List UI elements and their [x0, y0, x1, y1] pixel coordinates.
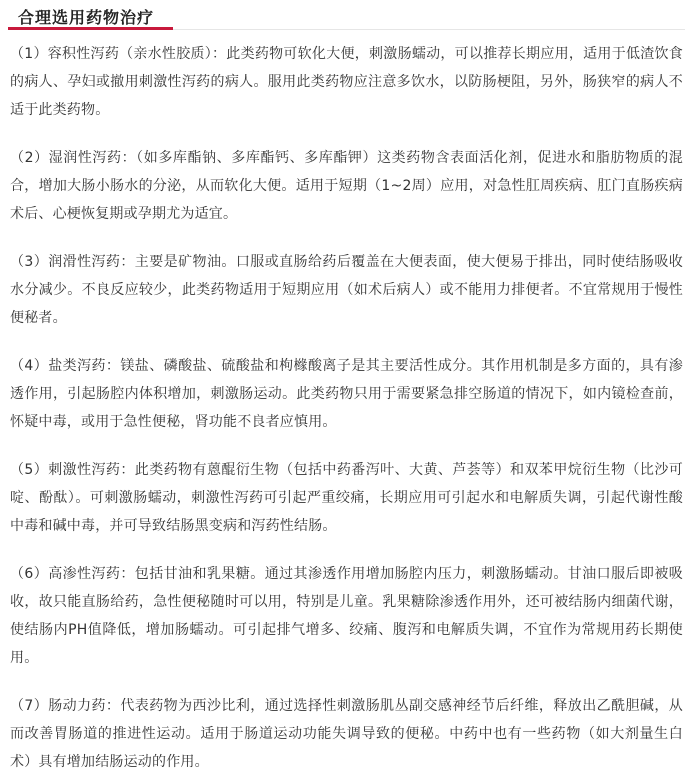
title-accent-underline — [8, 27, 173, 30]
paragraph-lubricant-laxatives: （3）润滑性泻药：主要是矿物油。口服或直肠给药后覆盖在大便表面，使大便易于排出，同时使结肠吸收水分减少。不良反应较少，此类药物适用于短期应用（如术后病人）或不能用力排便者。不宜常规用于慢性便秘者。 — [10, 254, 683, 326]
paragraph-stimulant-laxatives: （5）刺激性泻药：此类药物有蒽醌衍生物（包括中药番泻叶、大黄、芦荟等）和双苯甲烷衍生物（比沙可啶、酚酞）。可刺激肠蠕动，刺激性泻药可引起严重绞痛，长期应用可引起水和电解质失调，引起代谢性酸中毒和碱中毒，并可导致结肠黑变病和泻药性结肠。 — [10, 462, 683, 534]
paragraph-osmotic-laxatives: （6）高渗性泻药：包括甘油和乳果糖。通过其渗透作用增加肠腔内压力，刺激肠蠕动。甘油口服后即被吸收，故只能直肠给药，急性便秘随时可以用，特别是儿童。乳果糖除渗透作用外，还可被结肠内细菌代谢，使结肠内PH值降低，增加肠蠕动。可引起排气增多、绞痛、腹泻和电解质失调，不宜作为常规用药长期使用。 — [10, 566, 683, 666]
paragraph-bulk-laxatives: （1）容积性泻药（亲水性胶质）：此类药物可软化大便，刺激肠蠕动，可以推荐长期应用，适用于低渣饮食的病人、孕妇或撤用刺激性泻药的病人。服用此类药物应注意多饮水，以防肠梗阻，另外，肠狭窄的病人不适于此类药物。 — [10, 46, 683, 118]
paragraph-prokinetic-drugs: （7）肠动力药：代表药物为西沙比利，通过选择性刺激肠肌丛副交感神经节后纤维，释放出乙酰胆碱，从而改善胃肠道的推进性运动。适用于肠道运动功能失调导致的便秘。中药中也有一些药物（如大剂量生白术）具有增加结肠运动的作用。 — [10, 698, 683, 770]
paragraph-saline-laxatives: （4）盐类泻药：镁盐、磷酸盐、硫酸盐和枸橼酸离子是其主要活性成分。其作用机制是多方面的，具有渗透作用，引起肠腔内体积增加，刺激肠运动。此类药物只用于需要紧急排空肠道的情况下，如内镜检查前，怀疑中毒，或用于急性便秘，肾功能不良者应慎用。 — [10, 358, 683, 430]
section-header — [8, 0, 685, 30]
section-title: 合理选用药物治疗 — [18, 8, 155, 27]
paragraph-emollient-laxatives: （2）湿润性泻药：（如多库酯钠、多库酯钙、多库酯钾）这类药物含表面活化剂，促进水和脂肪物质的混合，增加大肠小肠水的分泌，从而软化大便。适用于短期（1~2周）应用，对急性肛周疾病、肛门直肠疾病术后、心梗恢复期或孕期尤为适宜。 — [10, 150, 683, 222]
article-body — [0, 30, 691, 776]
